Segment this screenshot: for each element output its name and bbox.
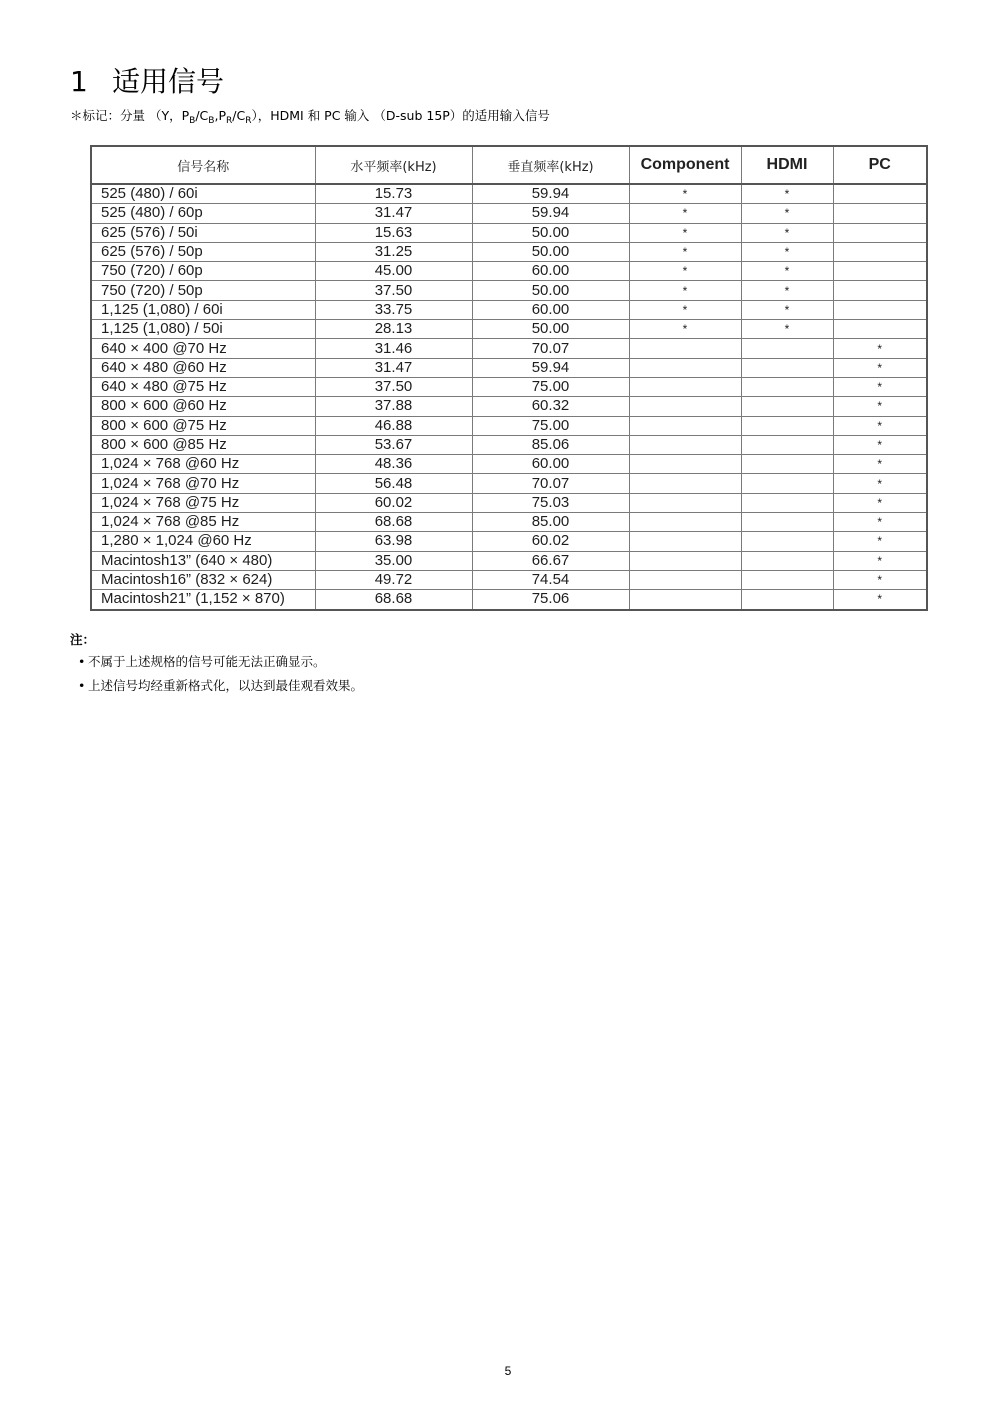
cell-signal-name: 1,125 (1,080) / 60i bbox=[91, 300, 315, 319]
cell-signal-name: 1,024 × 768 @60 Hz bbox=[91, 455, 315, 474]
cell-vertical-frequency: 50.00 bbox=[472, 223, 629, 242]
cell-vertical-frequency: 75.03 bbox=[472, 493, 629, 512]
cell-component-mark: * bbox=[629, 262, 741, 281]
table-row bbox=[91, 416, 927, 435]
cell-vertical-frequency: 85.00 bbox=[472, 513, 629, 532]
cell-signal-name: Macintosh13” (640 × 480) bbox=[91, 551, 315, 570]
cell-signal-name: Macintosh16” (832 × 624) bbox=[91, 570, 315, 589]
cell-pc-mark: * bbox=[833, 397, 927, 416]
cell-vertical-frequency: 85.06 bbox=[472, 435, 629, 454]
subtitle-prefix: ＊标记：分量 （Y，P bbox=[70, 108, 190, 123]
cell-vertical-frequency: 75.00 bbox=[472, 416, 629, 435]
cell-vertical-frequency: 70.07 bbox=[472, 339, 629, 358]
cell-hdmi-mark bbox=[741, 551, 833, 570]
subtitle-cr-sub: R bbox=[245, 116, 252, 126]
cell-signal-name: 625 (576) / 50p bbox=[91, 242, 315, 261]
page-title bbox=[70, 64, 224, 100]
header-pc: PC bbox=[833, 146, 927, 184]
cell-vertical-frequency: 60.00 bbox=[472, 262, 629, 281]
cell-horizontal-frequency: 28.13 bbox=[315, 320, 472, 339]
cell-signal-name: 750 (720) / 50p bbox=[91, 281, 315, 300]
cell-signal-name: 525 (480) / 60i bbox=[91, 184, 315, 204]
signal-table bbox=[90, 145, 928, 611]
table-row bbox=[91, 242, 927, 261]
cell-component-mark: * bbox=[629, 281, 741, 300]
cell-component-mark bbox=[629, 416, 741, 435]
cell-vertical-frequency: 59.94 bbox=[472, 184, 629, 204]
cell-horizontal-frequency: 15.63 bbox=[315, 223, 472, 242]
cell-signal-name: 1,024 × 768 @75 Hz bbox=[91, 493, 315, 512]
table-row bbox=[91, 262, 927, 281]
subtitle-pb-sub: B bbox=[189, 116, 196, 126]
cell-hdmi-mark: * bbox=[741, 300, 833, 319]
cell-horizontal-frequency: 68.68 bbox=[315, 590, 472, 610]
cell-horizontal-frequency: 60.02 bbox=[315, 493, 472, 512]
cell-vertical-frequency: 59.94 bbox=[472, 204, 629, 223]
cell-vertical-frequency: 60.00 bbox=[472, 300, 629, 319]
cell-hdmi-mark bbox=[741, 435, 833, 454]
cell-signal-name: 800 × 600 @60 Hz bbox=[91, 397, 315, 416]
cell-horizontal-frequency: 45.00 bbox=[315, 262, 472, 281]
cell-hdmi-mark bbox=[741, 493, 833, 512]
cell-component-mark bbox=[629, 532, 741, 551]
cell-signal-name: 525 (480) / 60p bbox=[91, 204, 315, 223]
table-row bbox=[91, 397, 927, 416]
cell-pc-mark bbox=[833, 223, 927, 242]
cell-pc-mark: * bbox=[833, 474, 927, 493]
cell-signal-name: 1,280 × 1,024 @60 Hz bbox=[91, 532, 315, 551]
cell-vertical-frequency: 66.67 bbox=[472, 551, 629, 570]
table-row bbox=[91, 551, 927, 570]
cell-signal-name: Macintosh21” (1,152 × 870) bbox=[91, 590, 315, 610]
cell-vertical-frequency: 70.07 bbox=[472, 474, 629, 493]
cell-component-mark bbox=[629, 590, 741, 610]
table-row bbox=[91, 204, 927, 223]
cell-component-mark: * bbox=[629, 223, 741, 242]
table-row bbox=[91, 281, 927, 300]
cell-component-mark: * bbox=[629, 204, 741, 223]
cell-hdmi-mark bbox=[741, 590, 833, 610]
cell-horizontal-frequency: 46.88 bbox=[315, 416, 472, 435]
cell-signal-name: 625 (576) / 50i bbox=[91, 223, 315, 242]
table-row bbox=[91, 590, 927, 610]
subtitle-sep1: /C bbox=[195, 108, 209, 123]
table-row bbox=[91, 300, 927, 319]
table-row bbox=[91, 223, 927, 242]
cell-component-mark bbox=[629, 358, 741, 377]
cell-component-mark bbox=[629, 474, 741, 493]
cell-horizontal-frequency: 49.72 bbox=[315, 570, 472, 589]
cell-component-mark: * bbox=[629, 320, 741, 339]
cell-hdmi-mark bbox=[741, 397, 833, 416]
header-signal-name: 信号名称 bbox=[91, 146, 315, 184]
table-row bbox=[91, 493, 927, 512]
cell-pc-mark: * bbox=[833, 377, 927, 396]
table-row bbox=[91, 474, 927, 493]
signal-table-body bbox=[91, 184, 927, 610]
subtitle-sep2: ,P bbox=[214, 108, 226, 123]
table-row bbox=[91, 455, 927, 474]
table-row bbox=[91, 513, 927, 532]
cell-pc-mark: * bbox=[833, 570, 927, 589]
cell-component-mark bbox=[629, 435, 741, 454]
cell-component-mark bbox=[629, 377, 741, 396]
cell-vertical-frequency: 50.00 bbox=[472, 242, 629, 261]
cell-hdmi-mark: * bbox=[741, 320, 833, 339]
cell-horizontal-frequency: 31.46 bbox=[315, 339, 472, 358]
cell-hdmi-mark: * bbox=[741, 184, 833, 204]
cell-pc-mark bbox=[833, 262, 927, 281]
cell-hdmi-mark: * bbox=[741, 262, 833, 281]
notes-list bbox=[70, 652, 363, 696]
cell-horizontal-frequency: 37.50 bbox=[315, 281, 472, 300]
cell-hdmi-mark: * bbox=[741, 242, 833, 261]
cell-vertical-frequency: 75.06 bbox=[472, 590, 629, 610]
cell-component-mark: * bbox=[629, 242, 741, 261]
cell-horizontal-frequency: 31.47 bbox=[315, 358, 472, 377]
cell-vertical-frequency: 60.32 bbox=[472, 397, 629, 416]
cell-hdmi-mark bbox=[741, 474, 833, 493]
cell-signal-name: 750 (720) / 60p bbox=[91, 262, 315, 281]
cell-hdmi-mark: * bbox=[741, 204, 833, 223]
cell-hdmi-mark bbox=[741, 455, 833, 474]
cell-signal-name: 640 × 400 @70 Hz bbox=[91, 339, 315, 358]
cell-pc-mark: * bbox=[833, 513, 927, 532]
table-row bbox=[91, 377, 927, 396]
cell-pc-mark: * bbox=[833, 551, 927, 570]
cell-signal-name: 1,024 × 768 @70 Hz bbox=[91, 474, 315, 493]
cell-pc-mark bbox=[833, 242, 927, 261]
page-number: 5 bbox=[504, 1364, 512, 1378]
cell-horizontal-frequency: 68.68 bbox=[315, 513, 472, 532]
cell-pc-mark bbox=[833, 184, 927, 204]
table-row bbox=[91, 570, 927, 589]
cell-horizontal-frequency: 37.50 bbox=[315, 377, 472, 396]
cell-signal-name: 800 × 600 @85 Hz bbox=[91, 435, 315, 454]
subtitle-cb-sub: B bbox=[208, 116, 215, 126]
table-header-row bbox=[91, 146, 927, 184]
cell-pc-mark: * bbox=[833, 493, 927, 512]
cell-vertical-frequency: 75.00 bbox=[472, 377, 629, 396]
cell-hdmi-mark bbox=[741, 532, 833, 551]
cell-pc-mark: * bbox=[833, 358, 927, 377]
cell-horizontal-frequency: 15.73 bbox=[315, 184, 472, 204]
cell-signal-name: 800 × 600 @75 Hz bbox=[91, 416, 315, 435]
cell-component-mark bbox=[629, 513, 741, 532]
cell-horizontal-frequency: 63.98 bbox=[315, 532, 472, 551]
notes bbox=[70, 630, 363, 700]
cell-horizontal-frequency: 33.75 bbox=[315, 300, 472, 319]
header-component: Component bbox=[629, 146, 741, 184]
cell-vertical-frequency: 74.54 bbox=[472, 570, 629, 589]
cell-horizontal-frequency: 53.67 bbox=[315, 435, 472, 454]
cell-pc-mark bbox=[833, 320, 927, 339]
header-vertical-frequency: 垂直频率(kHz) bbox=[472, 146, 629, 184]
cell-component-mark: * bbox=[629, 300, 741, 319]
note-item: • 不属于上述规格的信号可能无法正确显示。 bbox=[78, 652, 363, 672]
cell-pc-mark: * bbox=[833, 590, 927, 610]
cell-horizontal-frequency: 31.25 bbox=[315, 242, 472, 261]
cell-hdmi-mark bbox=[741, 339, 833, 358]
cell-component-mark bbox=[629, 551, 741, 570]
subtitle-sep3: /C bbox=[232, 108, 246, 123]
cell-signal-name: 1,125 (1,080) / 50i bbox=[91, 320, 315, 339]
cell-pc-mark: * bbox=[833, 416, 927, 435]
cell-signal-name: 640 × 480 @60 Hz bbox=[91, 358, 315, 377]
cell-signal-name: 1,024 × 768 @85 Hz bbox=[91, 513, 315, 532]
cell-horizontal-frequency: 35.00 bbox=[315, 551, 472, 570]
cell-pc-mark bbox=[833, 300, 927, 319]
cell-vertical-frequency: 50.00 bbox=[472, 281, 629, 300]
cell-pc-mark: * bbox=[833, 435, 927, 454]
cell-hdmi-mark: * bbox=[741, 223, 833, 242]
cell-signal-name: 640 × 480 @75 Hz bbox=[91, 377, 315, 396]
cell-horizontal-frequency: 37.88 bbox=[315, 397, 472, 416]
cell-component-mark: * bbox=[629, 184, 741, 204]
cell-vertical-frequency: 60.00 bbox=[472, 455, 629, 474]
header-hdmi: HDMI bbox=[741, 146, 833, 184]
table-row bbox=[91, 358, 927, 377]
cell-pc-mark: * bbox=[833, 339, 927, 358]
note-item: • 上述信号均经重新格式化，以达到最佳观看效果。 bbox=[78, 676, 363, 696]
cell-hdmi-mark bbox=[741, 416, 833, 435]
cell-pc-mark: * bbox=[833, 532, 927, 551]
cell-vertical-frequency: 60.02 bbox=[472, 532, 629, 551]
cell-hdmi-mark bbox=[741, 358, 833, 377]
header-horizontal-frequency: 水平频率(kHz) bbox=[315, 146, 472, 184]
cell-component-mark bbox=[629, 570, 741, 589]
table-row bbox=[91, 339, 927, 358]
table-row bbox=[91, 320, 927, 339]
notes-heading: 注： bbox=[70, 632, 96, 647]
section-number: 1 bbox=[70, 65, 88, 98]
cell-component-mark bbox=[629, 397, 741, 416]
table-row bbox=[91, 184, 927, 204]
cell-pc-mark: * bbox=[833, 455, 927, 474]
cell-hdmi-mark bbox=[741, 513, 833, 532]
cell-vertical-frequency: 59.94 bbox=[472, 358, 629, 377]
cell-horizontal-frequency: 56.48 bbox=[315, 474, 472, 493]
cell-component-mark bbox=[629, 493, 741, 512]
cell-vertical-frequency: 50.00 bbox=[472, 320, 629, 339]
cell-component-mark bbox=[629, 455, 741, 474]
section-title: 适用信号 bbox=[112, 65, 225, 98]
cell-hdmi-mark: * bbox=[741, 281, 833, 300]
subtitle bbox=[70, 106, 550, 126]
subtitle-suffix: ），HDMI 和 PC 输入 （D-sub 15P）的适用输入信号 bbox=[251, 108, 550, 123]
cell-pc-mark bbox=[833, 204, 927, 223]
table-row bbox=[91, 435, 927, 454]
cell-pc-mark bbox=[833, 281, 927, 300]
subtitle-pr-sub: R bbox=[226, 116, 233, 126]
cell-component-mark bbox=[629, 339, 741, 358]
cell-horizontal-frequency: 48.36 bbox=[315, 455, 472, 474]
cell-hdmi-mark bbox=[741, 570, 833, 589]
table-row bbox=[91, 532, 927, 551]
cell-horizontal-frequency: 31.47 bbox=[315, 204, 472, 223]
cell-hdmi-mark bbox=[741, 377, 833, 396]
